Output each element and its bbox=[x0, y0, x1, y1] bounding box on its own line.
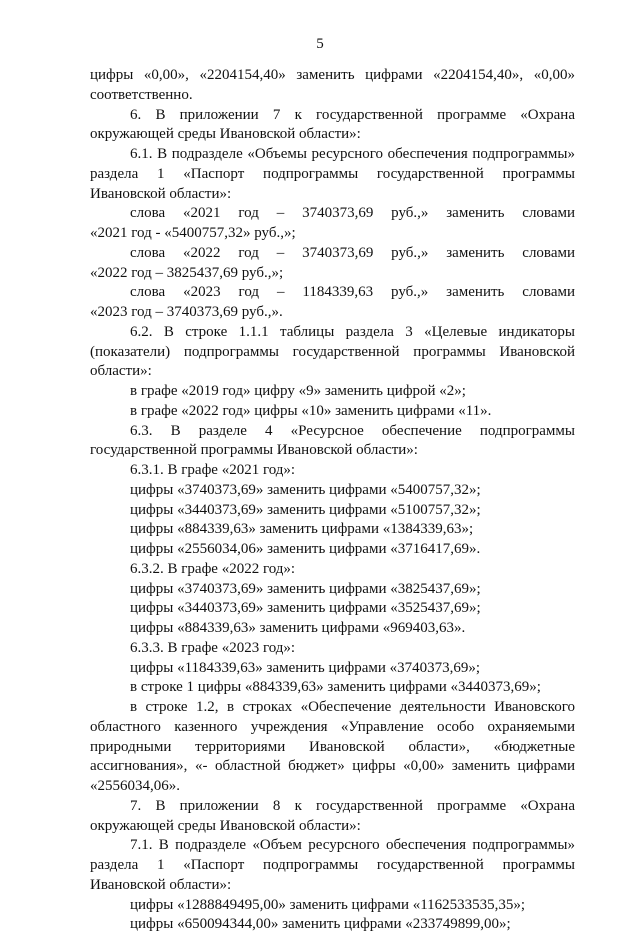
paragraph: «2023 год – 3740373,69 руб.,». bbox=[90, 304, 283, 320]
paragraph: 7.1. В подразделе «Объем ресурсного обеспечения подпрограммы» раздела 1 «Паспорт подпрограммы государственной программы Ивановской области»: bbox=[90, 837, 575, 893]
paragraph: слова «2023 год – 1184339,63 руб.,» заменить словами bbox=[130, 284, 575, 301]
paragraph: в графе «2022 год» цифры «10» заменить цифрами «11». bbox=[130, 402, 492, 419]
paragraph: цифры «1184339,63» заменить цифрами «3740373,69»; bbox=[130, 659, 481, 676]
paragraph: 6. В приложении 7 к государственной программе «Охрана окружающей среды Ивановской области»: bbox=[90, 106, 575, 143]
paragraph: слова «2021 год – 3740373,69 руб.,» заменить словами bbox=[130, 205, 575, 222]
paragraph: 6.3.3. В графе «2023 год»: bbox=[130, 639, 296, 656]
paragraph: 6.3. В разделе 4 «Ресурсное обеспечение подпрограммы государственной программы Ивановской области»: bbox=[90, 422, 575, 459]
paragraph: 6.1. В подразделе «Объемы ресурсного обеспечения подпрограммы» раздела 1 «Паспорт подпрограммы государственной программы Ивановской области»: bbox=[90, 146, 575, 202]
paragraph: цифры «884339,63» заменить цифрами «969403,63». bbox=[130, 620, 466, 636]
paragraph: слова «2022 год – 3740373,69 руб.,» заменить словами bbox=[130, 244, 575, 261]
paragraph: цифры «884339,63» заменить цифрами «1384339,63»; bbox=[130, 521, 474, 538]
paragraph: цифры «0,00», «2204154,40» заменить цифрами «2204154,40», «0,00» соответственно. bbox=[90, 67, 575, 103]
paragraph: «2021 год - «5400757,32» руб.,»; bbox=[90, 225, 296, 241]
paragraph: цифры «3740373,69» заменить цифрами «5400757,32»; bbox=[130, 481, 481, 498]
paragraph: 6.3.1. В графе «2021 год»: bbox=[130, 462, 296, 478]
paragraph: цифры «1288849495,00» заменить цифрами «1162533535,35»; bbox=[130, 896, 526, 913]
paragraph: в графе «2019 год» цифру «9» заменить цифрой «2»; bbox=[130, 383, 466, 399]
paragraph: в строке 1.2, в строках «Обеспечение деятельности Ивановского областного казенного учреждения «Управление особо охраняемыми природными территориями Ивановской области», «бюджетные ассигнования», «- областной бюджет» цифры «0,00» заменить цифрами «2556034,06». bbox=[90, 699, 575, 794]
paragraph: 6.2. В строке 1.1.1 таблицы раздела 3 «Целевые индикаторы (показатели) подпрограммы государственной программы Ивановской области»: bbox=[90, 323, 575, 380]
paragraph: 6.3.2. В графе «2022 год»: bbox=[130, 560, 296, 577]
paragraph: цифры «650094344,00» заменить цифрами «233749899,00»; bbox=[130, 916, 511, 933]
paragraph: цифры «3740373,69» заменить цифрами «3825437,69»; bbox=[130, 580, 481, 597]
document-body bbox=[90, 66, 575, 935]
paragraph: 7. В приложении 8 к государственной программе «Охрана окружающей среды Ивановской области»: bbox=[90, 797, 575, 834]
paragraph: цифры «3440373,69» заменить цифрами «5100757,32»; bbox=[130, 501, 481, 518]
page-number: 5 bbox=[316, 36, 324, 52]
paragraph: «2022 год – 3825437,69 руб.,»; bbox=[90, 264, 284, 281]
paragraph: цифры «2556034,06» заменить цифрами «3716417,69». bbox=[130, 541, 481, 557]
paragraph: цифры «3440373,69» заменить цифрами «3525437,69»; bbox=[130, 600, 481, 617]
paragraph: в строке 1 цифры «884339,63» заменить цифрами «3440373,69»; bbox=[130, 679, 541, 696]
